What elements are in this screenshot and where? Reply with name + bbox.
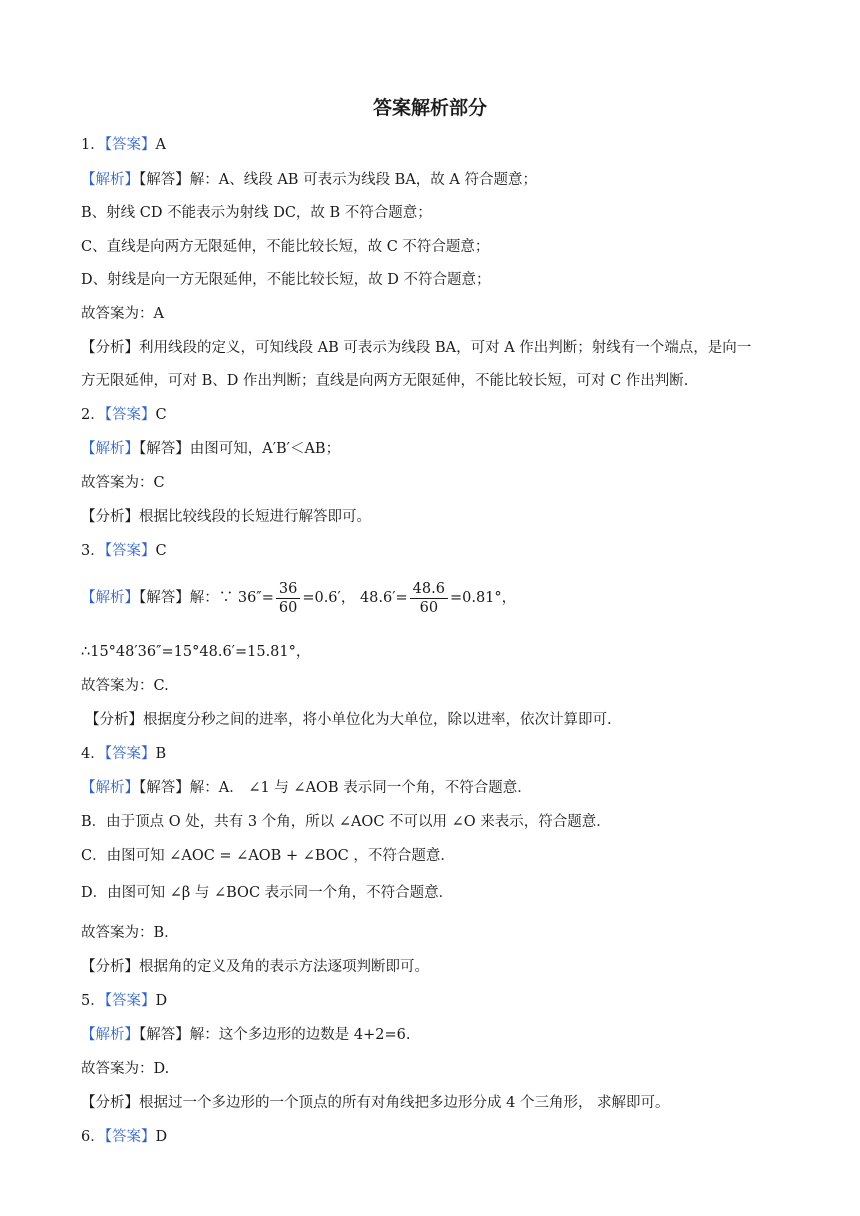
- q4-analysis: 【分析】根据角的定义及角的表示方法逐项判断即可。: [81, 959, 429, 975]
- q3-solution-line-1: 【解析】【解答】解：∵ 36″= $\frac{36}{60}$ =0.6′， 48.6′= $\frac{48.6}{60}$ =0.81°，: [81, 580, 517, 616]
- q1-answer: 故答案为：A: [81, 306, 164, 322]
- q2-header: 2．【答案】C: [81, 407, 167, 423]
- q5-analysis: 【分析】根据过一个多边形的一个顶点的所有对角线把多边形分成 4 个三角形， 求解即可。: [81, 1095, 670, 1111]
- q5-solution-line-1: 【解析】【解答】解：这个多边形的边数是 4+2=6.: [81, 1027, 411, 1043]
- q4-solution-line-1: 【解析】【解答】解：A． ∠1 与 ∠AOB 表示同一个角，不符合题意．: [81, 780, 532, 796]
- analysis-tag: 【解析】: [81, 172, 139, 188]
- answer-tag: 【答案】: [104, 543, 156, 559]
- q4-answer: 故答案为：B．: [81, 925, 179, 941]
- q1-analysis-line-2: 方无限延伸，可对 B、D 作出判断；直线是向两方无限延伸，不能比较长短，可对 C 作出判断.: [81, 373, 689, 389]
- q4-header: 4．【答案】B: [81, 746, 167, 762]
- q3-answer: 故答案为：C.: [81, 678, 169, 694]
- answer-tag: 【答案】: [104, 993, 156, 1009]
- q4-solution-line-3: C．由图可知 ∠AOC = ∠AOB + ∠BOC ，不符合题意．: [81, 848, 455, 864]
- analysis-tag: 【解析】: [81, 780, 139, 796]
- answer-tag: 【答案】: [104, 407, 156, 423]
- q1-analysis-line-1: 【分析】利用线段的定义，可知线段 AB 可表示为线段 BA，可对 A 作出判断；射线有一个端点，是向一: [81, 340, 752, 356]
- answer-tag: 【答案】: [104, 137, 156, 153]
- analysis-tag: 【解析】: [81, 590, 139, 606]
- page-title: 答案解析部分: [372, 97, 487, 119]
- fraction-48.6-60: $\frac{48.6}{60}$: [410, 580, 448, 617]
- answer-tag: 【答案】: [104, 746, 156, 762]
- q1-solution-line-4: D、射线是向一方无限延伸，不能比较长短，故 D 不符合题意；: [81, 272, 491, 288]
- q4-solution-line-4: D．由图可知 ∠β 与 ∠BOC 表示同一个角，不符合题意．: [81, 885, 454, 901]
- q1-solution-line-2: B、射线 CD 不能表示为射线 DC，故 B 不符合题意；: [81, 205, 432, 221]
- q1-solution-line-3: C、直线是向两方无限延伸，不能比较长短，故 C 不符合题意；: [81, 239, 490, 255]
- q3-solution-line-2: ∴15°48′36″=15°48.6′=15.81°，: [81, 644, 311, 660]
- q1-header: 1．【答案】A: [81, 137, 166, 153]
- q5-answer: 故答案为：D.: [81, 1061, 170, 1077]
- q3-analysis: 【分析】根据度分秒之间的进率，将小单位化为大单位，除以进率，依次计算即可.: [85, 712, 612, 728]
- q6-header: 6．【答案】D: [81, 1129, 168, 1145]
- q2-analysis: 【分析】根据比较线段的长短进行解答即可。: [81, 509, 371, 525]
- analysis-tag: 【解析】: [81, 441, 139, 457]
- q5-header: 5．【答案】D: [81, 993, 168, 1009]
- answer-tag: 【答案】: [104, 1129, 156, 1145]
- q3-header: 3．【答案】C: [81, 543, 167, 559]
- q4-solution-line-2: B．由于顶点 O 处，共有 3 个角，所以 ∠AOC 不可以用 ∠O 来表示，符合题意．: [81, 814, 611, 830]
- analysis-tag: 【解析】: [81, 1027, 139, 1043]
- q2-answer: 故答案为：C: [81, 475, 165, 491]
- q1-solution-line-1: 【解析】【解答】解：A、线段 AB 可表示为线段 BA，故 A 符合题意；: [81, 172, 537, 188]
- q2-solution-line-1: 【解析】【解答】由图可知，A′B′＜AB；: [81, 441, 341, 457]
- fraction-36-60: $\frac{36}{60}$: [276, 580, 300, 617]
